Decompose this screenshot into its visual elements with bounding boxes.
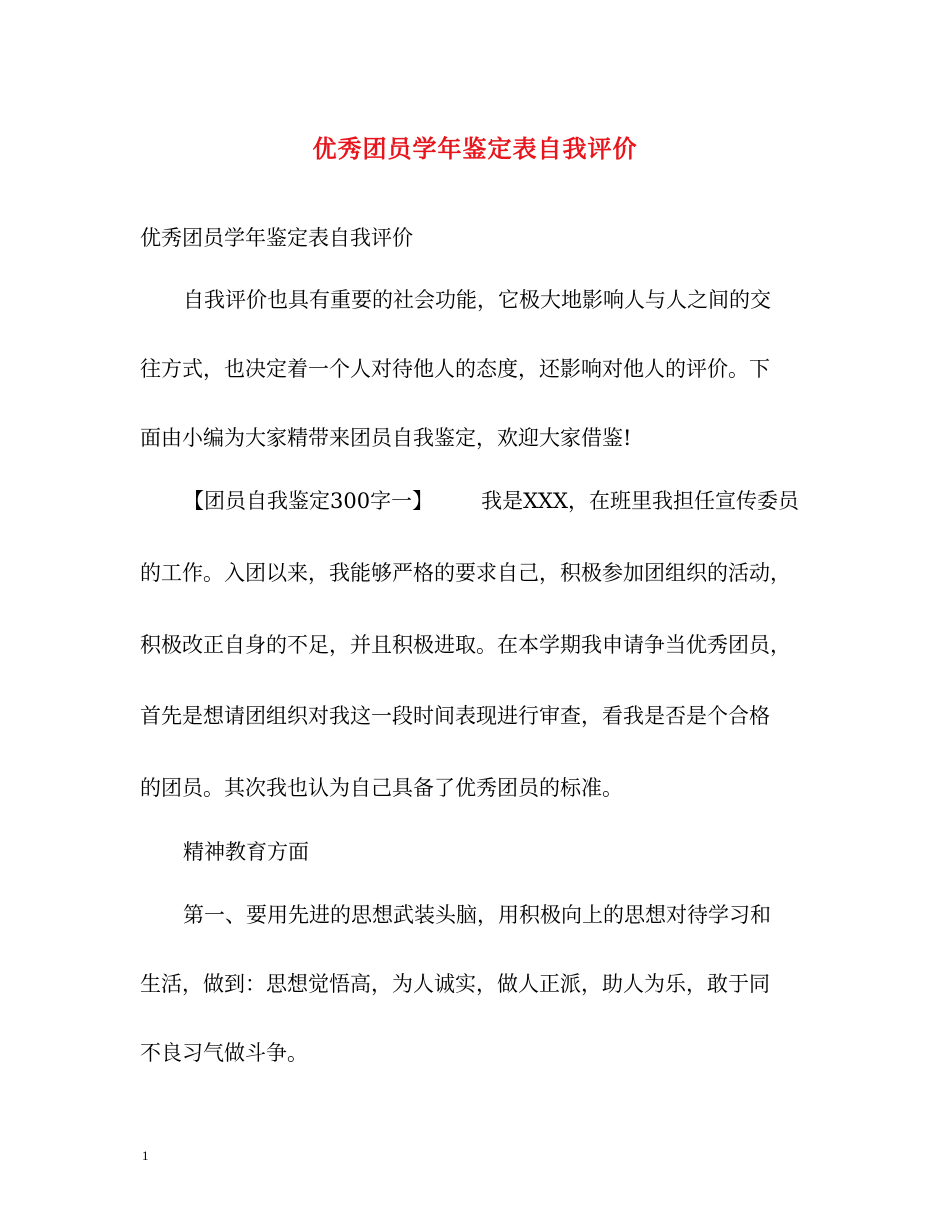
paragraph-line: 的团员。其次我也认为自己具备了优秀团员的标准。 — [140, 776, 623, 800]
paragraph-line: 面由小编为大家精带来团员自我鉴定，欢迎大家借鉴! — [140, 426, 632, 450]
paragraph-line: 自我评价也具有重要的社会功能，它极大地影响人与人之间的交 — [183, 288, 771, 312]
section-intro: 我是XXX，在班里我担任宣传委员 — [481, 489, 799, 513]
paragraph-line: 不良习气做斗争。 — [140, 1041, 308, 1065]
section-heading: 【团员自我鉴定300字一】 — [183, 489, 434, 513]
paragraph-line: 积极改正自身的不足，并且积极进取。在本学期我申请争当优秀团员， — [140, 633, 791, 657]
paragraph-line: 首先是想请团组织对我这一段时间表现进行审查，看我是否是个合格 — [140, 704, 770, 728]
paragraph-line: 往方式，也决定着一个人对待他人的态度，还影响对他人的评价。下 — [140, 357, 770, 381]
document-title: 优秀团员学年鉴定表自我评价 — [312, 134, 638, 163]
subtitle-line: 优秀团员学年鉴定表自我评价 — [140, 226, 413, 250]
paragraph-line: 生活，做到：思想觉悟高，为人诚实，做人正派，助人为乐，敢于同 — [140, 972, 770, 996]
paragraph-line: 的工作。入团以来，我能够严格的要求自己，积极参加团组织的活动， — [140, 561, 791, 585]
page-number: 1 — [142, 1148, 149, 1163]
paragraph-line: 第一、要用先进的思想武装头脑，用积极向上的思想对待学习和 — [183, 903, 771, 927]
section-title: 精神教育方面 — [183, 840, 309, 864]
paragraph-line-with-heading — [183, 487, 863, 515]
